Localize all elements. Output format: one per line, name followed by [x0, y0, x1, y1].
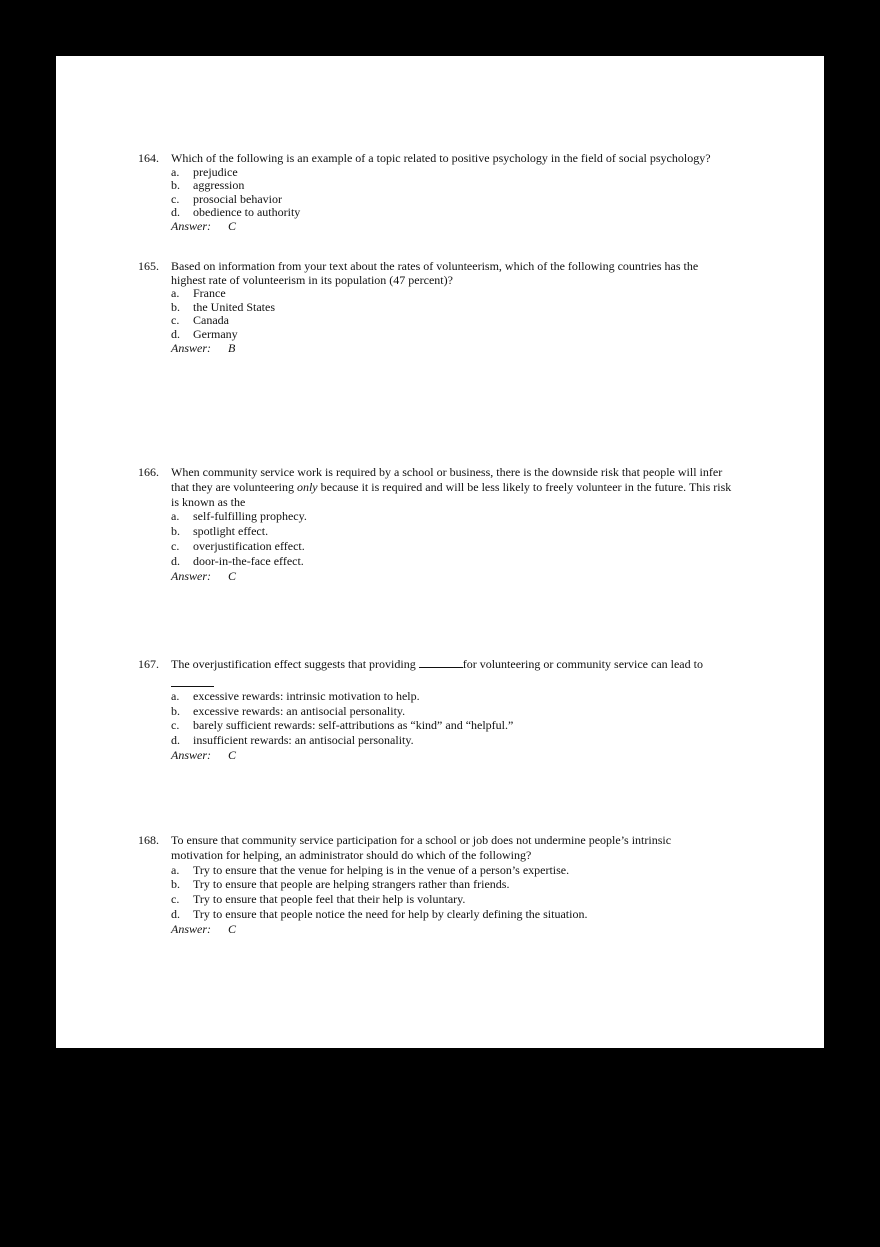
answer-value: B — [228, 340, 236, 355]
stem-text: The overjustification effect suggests that providing — [171, 657, 419, 671]
option-letter: c. — [171, 718, 180, 733]
answer-value: C — [228, 218, 237, 233]
answer-label: Answer: — [171, 747, 211, 762]
options-list — [171, 166, 738, 220]
option-c — [171, 892, 738, 907]
stem-text: When community service work is required by a school or business, there is the downside risk that people will infer that they are volunteering — [171, 465, 723, 494]
option-letter: c. — [171, 191, 180, 206]
option-a — [171, 689, 738, 704]
option-letter: c. — [171, 538, 180, 553]
option-text: France — [193, 286, 226, 301]
option-letter: a. — [171, 286, 180, 301]
option-text: Try to ensure that people feel that their help is voluntary. — [193, 892, 466, 907]
option-c — [171, 718, 738, 733]
option-text: spotlight effect. — [193, 524, 269, 539]
option-text: prosocial behavior — [193, 191, 282, 206]
question-number: 165. — [138, 259, 159, 273]
option-letter: d. — [171, 326, 180, 341]
option-letter: d. — [171, 205, 180, 220]
options-list — [171, 689, 738, 748]
answer-line — [171, 569, 738, 584]
option-letter: c. — [171, 313, 180, 328]
option-c — [171, 314, 738, 328]
option-text: excessive rewards: an antisocial personality. — [193, 703, 406, 718]
question-stem — [171, 657, 738, 672]
option-letter: b. — [171, 299, 180, 314]
option-d — [171, 206, 738, 220]
answer-line — [171, 748, 738, 763]
option-text: obedience to authority — [193, 205, 301, 220]
option-d — [171, 554, 738, 569]
question-stem — [171, 465, 733, 509]
answer-line — [171, 220, 738, 234]
option-letter: a. — [171, 688, 180, 703]
option-letter: d. — [171, 906, 180, 921]
option-a — [171, 166, 738, 180]
option-a — [171, 287, 738, 301]
option-letter: b. — [171, 524, 180, 539]
option-letter: a. — [171, 164, 180, 179]
answer-value: C — [228, 921, 237, 936]
option-b — [171, 179, 738, 193]
option-text: barely sufficient rewards: self-attributions as “kind” and “helpful.” — [193, 718, 514, 733]
option-text: self-fulfilling prophecy. — [193, 509, 307, 524]
option-text: Try to ensure that people are helping strangers rather than friends. — [193, 877, 510, 892]
option-letter: b. — [171, 877, 180, 892]
option-a — [171, 509, 738, 524]
document-page — [56, 56, 824, 1048]
question-number: 167. — [138, 657, 159, 671]
question-stem: Which of the following is an example of a topic related to positive psychology in the field of social psychology? — [171, 151, 711, 165]
answer-label: Answer: — [171, 340, 211, 355]
option-text: Try to ensure that the venue for helping is in the venue of a person’s expertise. — [193, 862, 570, 877]
stem-emphasis: only — [296, 479, 318, 494]
option-text: the United States — [193, 299, 275, 314]
option-text: excessive rewards: intrinsic motivation to help. — [193, 688, 420, 703]
question-164 — [138, 152, 738, 234]
option-letter: b. — [171, 703, 180, 718]
option-text: insufficient rewards: an antisocial personality. — [193, 733, 414, 748]
question-167 — [138, 657, 738, 763]
option-letter: d. — [171, 553, 180, 568]
answer-value: C — [228, 568, 237, 583]
question-166 — [138, 465, 738, 583]
option-b — [171, 524, 738, 539]
question-number: 164. — [138, 151, 159, 165]
option-b — [171, 301, 738, 315]
question-165 — [138, 260, 738, 355]
option-a — [171, 863, 738, 878]
options-list — [171, 509, 738, 568]
option-b — [171, 704, 738, 719]
answer-label: Answer: — [171, 568, 211, 583]
stem-text: because it is required and will be less likely to freely volunteer in the future. This risk is known as the — [171, 479, 732, 509]
option-text: overjustification effect. — [193, 538, 305, 553]
fill-in-blank — [419, 657, 463, 668]
answer-label: Answer: — [171, 921, 211, 936]
option-text: prejudice — [193, 164, 238, 179]
answer-line — [171, 922, 738, 937]
option-letter: b. — [171, 178, 180, 193]
answer-line — [171, 342, 738, 356]
option-b — [171, 877, 738, 892]
stem-text: for volunteering or community service can lead to — [462, 657, 703, 671]
option-c — [171, 193, 738, 207]
option-letter: c. — [171, 892, 180, 907]
option-d — [171, 328, 738, 342]
options-list — [171, 863, 738, 922]
option-text: Try to ensure that people notice the need for help by clearly defining the situation. — [193, 906, 588, 921]
answer-label: Answer: — [171, 218, 211, 233]
question-number: 168. — [138, 833, 159, 847]
option-d — [171, 733, 738, 748]
option-text: Germany — [193, 326, 238, 341]
answer-value: C — [228, 747, 237, 762]
question-number: 166. — [138, 465, 159, 479]
question-168 — [138, 833, 738, 937]
fill-in-blank — [171, 672, 214, 687]
question-stem: Based on information from your text about the rates of volunteerism, which of the following countries has the highest rate of volunteerism in its population (47 percent)? — [171, 259, 699, 287]
question-stem: To ensure that community service participation for a school or job does not undermine people’s intrinsic motivation for helping, an administrator should do which of the following? — [171, 833, 672, 862]
option-text: Canada — [193, 313, 229, 328]
option-text: door-in-the-face effect. — [193, 553, 304, 568]
option-letter: a. — [171, 509, 180, 524]
option-text: aggression — [193, 178, 245, 193]
options-list — [171, 287, 738, 341]
option-letter: a. — [171, 862, 180, 877]
option-letter: d. — [171, 733, 180, 748]
option-d — [171, 907, 738, 922]
option-c — [171, 539, 738, 554]
